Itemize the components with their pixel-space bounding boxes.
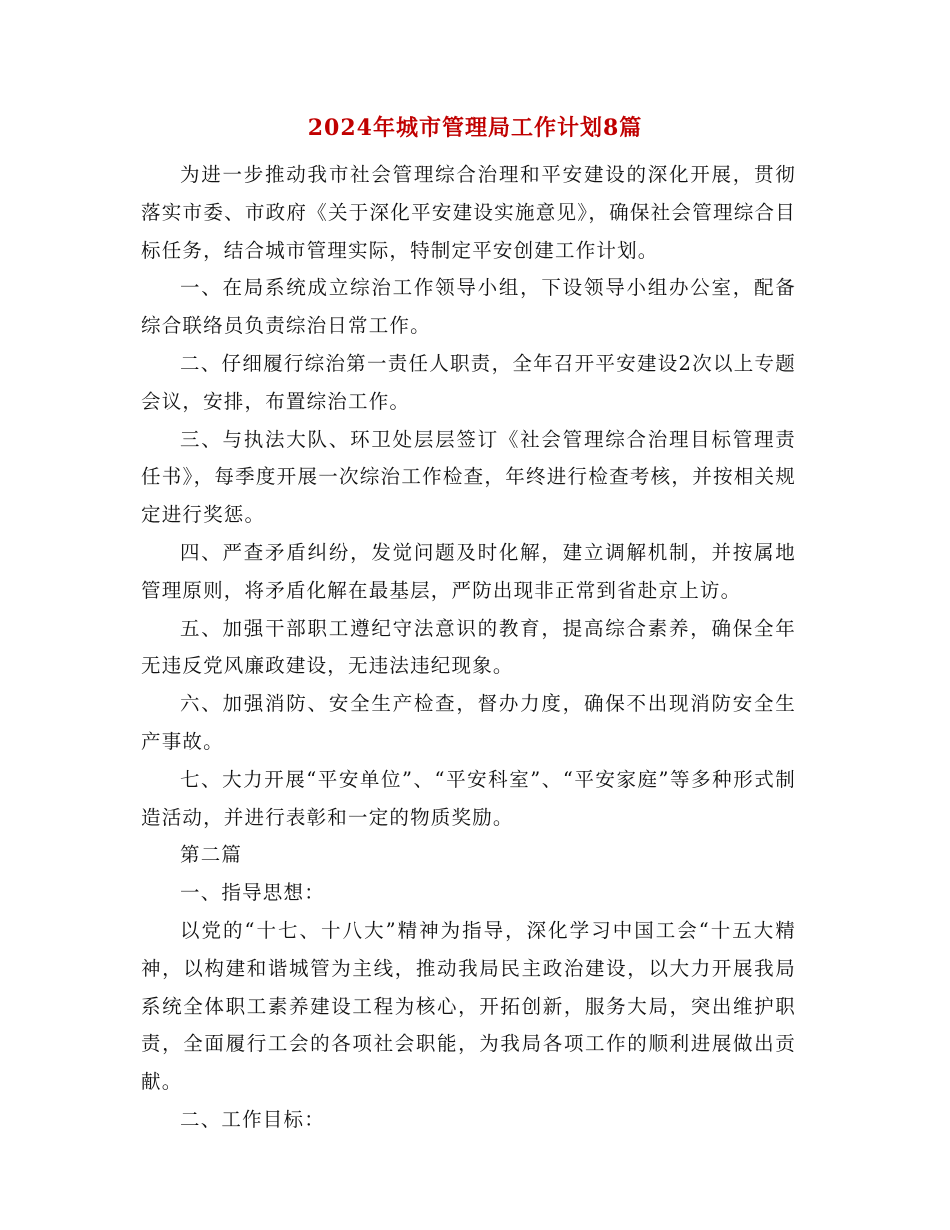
paragraph: 为进一步推动我市社会管理综合治理和平安建设的深化开展，贯彻落实市委、市政府《关于深化平安建设实施意见》，确保社会管理综合目标任务，结合城市管理实际，特制定平安创建工作计划。 bbox=[141, 163, 796, 262]
document-title: 2024年城市管理局工作计划8篇 bbox=[307, 115, 643, 141]
subsection-heading: 二、工作目标： bbox=[180, 1107, 325, 1131]
section-heading: 第二篇 bbox=[180, 843, 243, 867]
paragraph: 以党的“十七、十八大”精神为指导，深化学习中国工会“十五大精神，以构建和谐城管为主线，推动我局民主政治建设，以大力开展我局系统全体职工素养建设工程为核心，开拓创新，服务大局，突出维护职责，全面履行工会的各项社会职能，为我局各项工作的顺利进展做出贡献。 bbox=[141, 918, 796, 1094]
document-body bbox=[141, 156, 796, 1139]
paragraph: 六、加强消防、安全生产检查，督办力度，确保不出现消防安全生产事故。 bbox=[141, 692, 796, 753]
paragraph: 一、在局系统成立综治工作领导小组，下设领导小组办公室，配备综合联络员负责综治日常工作。 bbox=[141, 276, 796, 338]
paragraph: 二、仔细履行综治第一责任人职责，全年召开平安建设2次以上专题会议，安排，布置综治工作。 bbox=[141, 351, 796, 413]
subsection-heading: 一、指导思想： bbox=[180, 881, 325, 905]
paragraph: 四、严查矛盾纠纷，发觉问题及时化解，建立调解机制，并按属地管理原则，将矛盾化解在最基层，严防出现非正常到省赴京上访。 bbox=[141, 540, 796, 602]
paragraph: 三、与执法大队、环卫处层层签订《社会管理综合治理目标管理责任书》，每季度开展一次综治工作检查，年终进行检查考核，并按相关规定进行奖惩。 bbox=[141, 427, 796, 527]
paragraph: 五、加强干部职工遵纪守法意识的教育，提高综合素养，确保全年无违反党风廉政建设，无违法违纪现象。 bbox=[141, 616, 796, 678]
paragraph: 七、大力开展“平安单位”、“平安科室”、“平安家庭”等多种形式制造活动，并进行表彰和一定的物质奖励。 bbox=[141, 767, 796, 829]
